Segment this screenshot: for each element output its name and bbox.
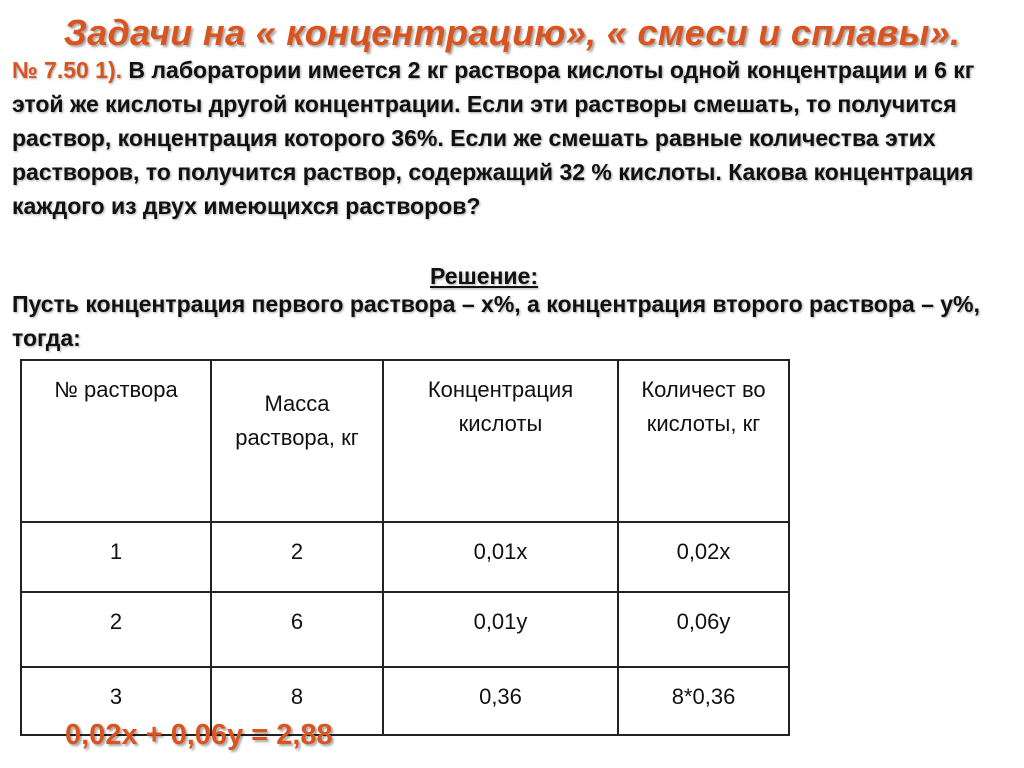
solution-heading: Решение: [429,263,538,289]
header-concentration: Концентрация кислоты [383,360,618,522]
equation: 0,02х + 0,06у = 2,88 [65,719,333,751]
table-cell: 0,36 [383,667,618,735]
header-acid-amount: Количест во кислоты, кг [618,360,789,522]
problem-text: В лаборатории имеется 2 кг раствора кислоты одной концентрации и 6 кг этой же кислоты другой концентрации. Если эти растворы смешать, то получится раствор, концентрация которого 36%. Если же смешать равные количества этих растворов, то получится раствор, содержащий 32 % кислоты. Какова концентрация каждого из двух имеющихся растворов? [12,57,975,219]
problem-statement [12,53,1012,223]
table-row [21,522,789,592]
table-cell: 2 [21,592,211,667]
table-header-row [21,360,789,522]
table-cell: 2 [211,522,383,592]
data-table [20,359,790,736]
table-cell: 0,01у [383,592,618,667]
header-mass: Масса раствора, кг [211,360,383,522]
table-cell: 6 [211,592,383,667]
header-solution-number: № раствора [21,360,211,522]
table-cell: 8*0,36 [618,667,789,735]
table-cell: 0,06у [618,592,789,667]
table-cell: 1 [21,522,211,592]
problem-number: № 7.50 1). [12,57,123,83]
table-cell: 3 [21,667,211,735]
table-cell: 0,02х [618,522,789,592]
table-cell: 0,01х [383,522,618,592]
solution-intro: Пусть концентрация первого раствора – х%, а концентрация второго раствора – у%, тогда: [12,291,980,351]
slide-title: Задачи на « концентрацию», « смеси и сплавы». [63,12,961,53]
table-cell: 8 [211,667,383,735]
table-row [21,592,789,667]
